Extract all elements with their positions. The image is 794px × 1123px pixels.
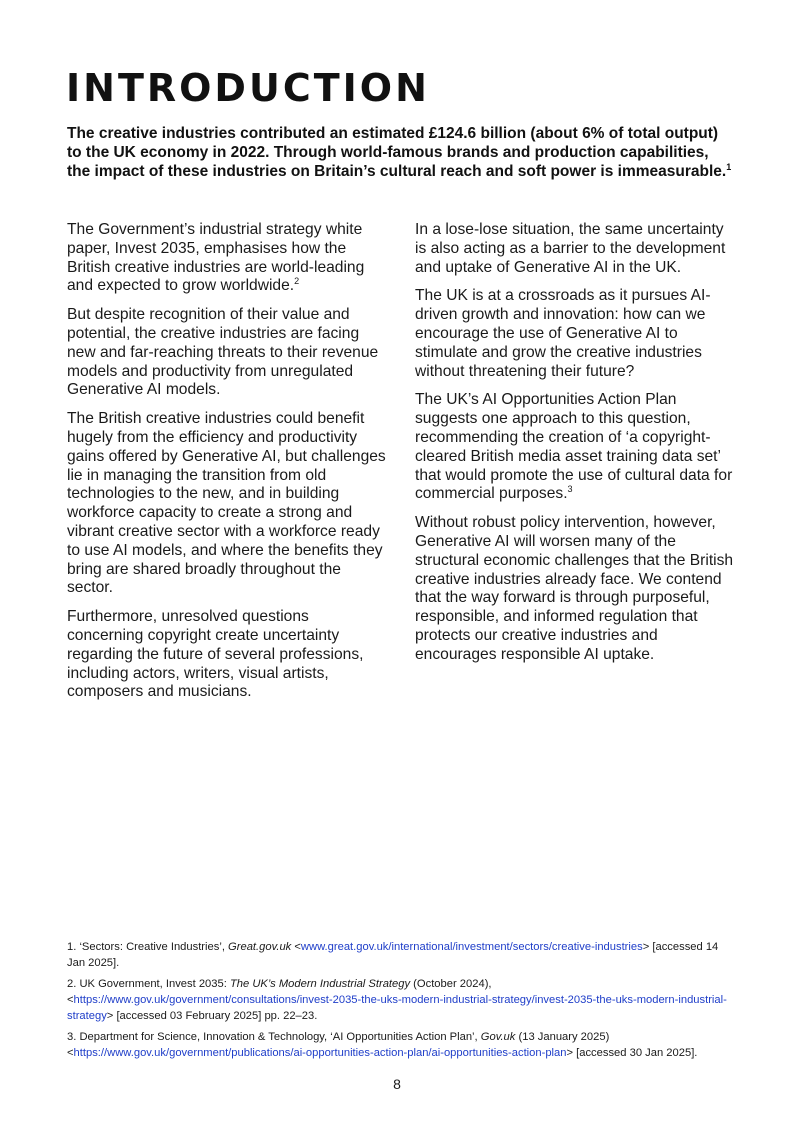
footnote-2-source: The UK’s Modern Industrial Strategy — [229, 978, 411, 990]
footnote-2-suffix: > [accessed 03 February 2025] pp. 22–23. — [106, 1010, 318, 1022]
left-paragraph-4: Furthermore, unresolved questions concerning copyright create uncertainty regarding the future of several professions, including actors, writers, visual artists, composers and musicians. — [67, 608, 364, 701]
right-paragraph-4: Without robust policy intervention, however, Generative AI will worsen many of the structural economic challenges that the British creative industries already face. We contend that the way forward is through purposeful, responsible, and informed regulation that protects our creative industries and encourages responsible AI uptake. — [415, 514, 734, 663]
footnote-2-middle: (October 2024), < — [67, 978, 492, 1006]
footnote-2-link[interactable]: https://www.gov.uk/government/consultations/invest-2035-the-uks-modern-industrial-strategy/invest-2035-the-uks-modern-industrial-strategy — [67, 994, 727, 1022]
lead-paragraph — [67, 125, 735, 181]
footnote-3 — [67, 1029, 735, 1061]
footnote-ref-1: 1 — [726, 161, 732, 172]
footnote-ref-2: 2 — [294, 276, 300, 287]
page-number: 8 — [393, 1076, 401, 1092]
right-paragraph-3-text: The UK’s AI Opportunities Action Plan suggests one approach to this question, recommending the creation of ‘a copyright-cleared British media asset training data set’ that would promote the use of cultural data for commercial purposes. — [415, 391, 733, 503]
footnote-1-bracket: < — [291, 941, 301, 953]
footnote-1-link[interactable]: www.great.gov.uk/international/investment/sectors/creative-industries — [300, 941, 643, 953]
page-title: INTRODUCTION — [66, 66, 430, 110]
right-paragraph-2: The UK is at a crossroads as it pursues AI-driven growth and innovation: how can we encourage the use of Generative AI to stimulate and grow the creative industries without threatening their future? — [415, 287, 711, 380]
left-paragraph-1-text: The Government’s industrial strategy white paper, Invest 2035, emphasises how the British creative industries are world-leading and expected to grow worldwide. — [67, 221, 365, 295]
left-paragraph-1 — [67, 221, 389, 296]
footnote-3-middle: (13 January 2025) < — [67, 1031, 610, 1059]
footnote-1-source: Great.gov.uk — [228, 941, 292, 953]
left-paragraph-2: But despite recognition of their value and potential, the creative industries are facing new and far-reaching threats to their revenue models and productivity from unregulated Generative AI models. — [67, 306, 379, 399]
footnote-1-suffix: > [accessed 14 Jan 2025]. — [67, 941, 719, 969]
lead-text: The creative industries contributed an estimated £124.6 billion (about 6% of total output) to the UK economy in 2022. Through world-famous brands and production capabilities, the impact of these industries on Britain’s cultural reach and soft power is immeasurable. — [67, 125, 727, 180]
footnote-ref-3: 3 — [567, 484, 573, 495]
right-paragraph-3 — [415, 391, 737, 504]
footnote-1-prefix: 1. ‘Sectors: Creative Industries’, — [67, 941, 229, 953]
footnote-1 — [67, 939, 735, 971]
right-column — [415, 221, 737, 675]
footnote-3-suffix: > [accessed 30 Jan 2025]. — [566, 1047, 698, 1059]
footnote-3-source: Gov.uk — [480, 1031, 516, 1043]
footnotes — [67, 939, 735, 1066]
footnote-2 — [67, 976, 735, 1024]
footnote-3-prefix: 3. Department for Science, Innovation & Technology, ‘AI Opportunities Action Plan’, — [67, 1031, 481, 1043]
left-column — [67, 221, 389, 712]
right-paragraph-1: In a lose-lose situation, the same uncertainty is also acting as a barrier to the development and uptake of Generative AI in the UK. — [415, 221, 726, 276]
footnote-2-prefix: 2. UK Government, Invest 2035: — [67, 978, 230, 990]
footnote-3-link[interactable]: https://www.gov.uk/government/publications/ai-opportunities-action-plan/ai-opportunities-action-plan — [73, 1047, 567, 1059]
left-paragraph-3: The British creative industries could benefit hugely from the efficiency and productivity gains offered by Generative AI, but challenges lie in managing the transition from old technologies to the new, and in building workforce capacity to create a strong and vibrant creative sector with a workforce ready to use AI models, and where the benefits they bring are shared broadly throughout the sector. — [67, 410, 386, 597]
